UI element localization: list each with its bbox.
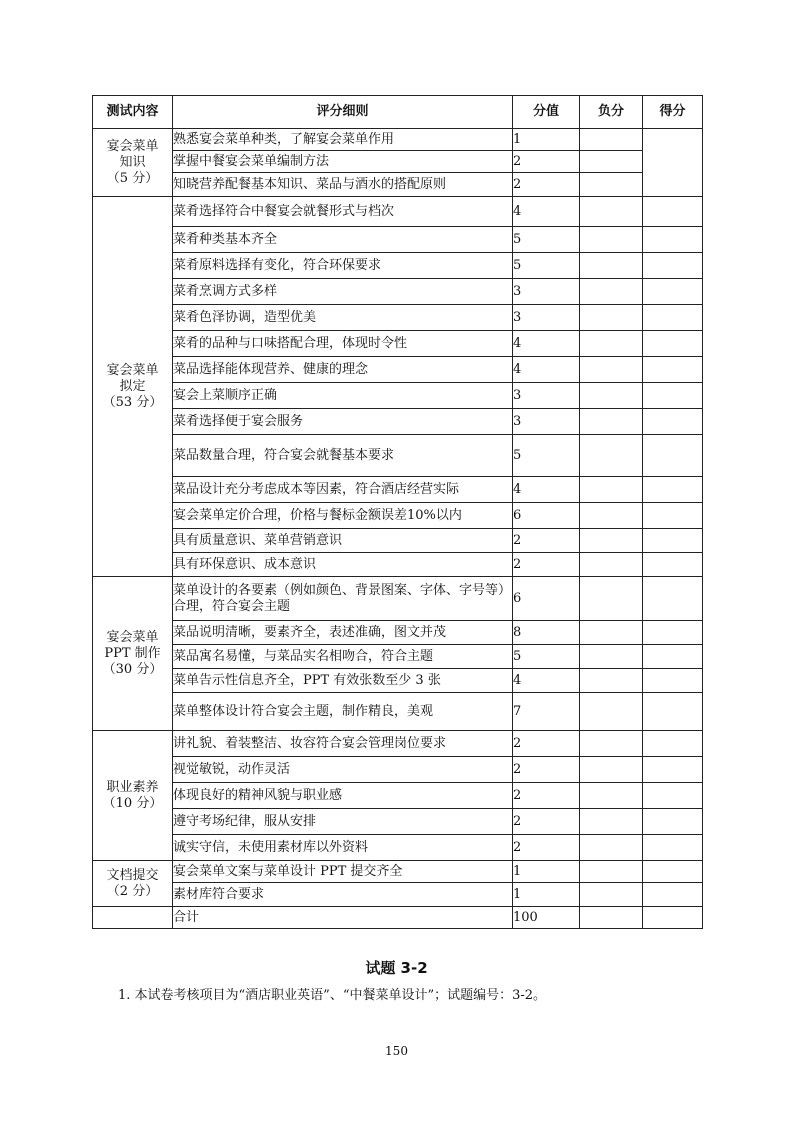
earned-cell bbox=[643, 731, 703, 757]
deduction-cell bbox=[580, 253, 643, 279]
criterion-cell: 菜肴选择符合中餐宴会就餐形式与档次 bbox=[173, 197, 513, 227]
deduction-cell bbox=[580, 227, 643, 253]
criterion-cell: 菜单整体设计符合宴会主题，制作精良，美观 bbox=[173, 693, 513, 731]
score-cell: 5 bbox=[513, 227, 580, 253]
header-earned: 得分 bbox=[643, 96, 703, 129]
table-row bbox=[93, 477, 703, 503]
category-line: 拟定 bbox=[119, 378, 146, 394]
category-line: （53 分） bbox=[102, 394, 163, 410]
score-cell: 2 bbox=[513, 553, 580, 577]
table-row bbox=[93, 731, 703, 757]
category-cell bbox=[93, 197, 173, 577]
earned-cell bbox=[643, 409, 703, 435]
deduction-cell bbox=[580, 577, 643, 621]
earned-cell bbox=[643, 383, 703, 409]
score-cell: 2 bbox=[513, 783, 580, 809]
score-cell: 2 bbox=[513, 151, 580, 173]
earned-cell bbox=[643, 883, 703, 907]
score-cell: 4 bbox=[513, 669, 580, 693]
total-blank-cell bbox=[93, 907, 173, 929]
table-row bbox=[93, 577, 703, 621]
total-deduction-cell bbox=[580, 907, 643, 929]
score-cell: 7 bbox=[513, 693, 580, 731]
criterion-cell: 菜品设计充分考虑成本等因素，符合酒店经营实际 bbox=[173, 477, 513, 503]
score-cell: 1 bbox=[513, 861, 580, 883]
earned-cell bbox=[643, 693, 703, 731]
earned-cell bbox=[643, 435, 703, 477]
earned-cell bbox=[643, 357, 703, 383]
section-title: 试题 3-2 bbox=[365, 959, 428, 977]
header-score: 分值 bbox=[513, 96, 580, 129]
criterion-cell: 具有环保意识、成本意识 bbox=[173, 553, 513, 577]
header-deduction: 负分 bbox=[580, 96, 643, 129]
score-cell: 3 bbox=[513, 409, 580, 435]
deduction-cell bbox=[580, 835, 643, 861]
score-cell: 4 bbox=[513, 331, 580, 357]
category-line: 宴会菜单 bbox=[106, 362, 159, 378]
criterion-cell: 素材库符合要求 bbox=[173, 883, 513, 907]
criterion-cell: 诚实守信，未使用素材库以外资料 bbox=[173, 835, 513, 861]
criterion-cell: 菜肴种类基本齐全 bbox=[173, 227, 513, 253]
deduction-cell bbox=[580, 645, 643, 669]
table-row bbox=[93, 883, 703, 907]
earned-cell bbox=[643, 669, 703, 693]
table-row bbox=[93, 503, 703, 529]
criterion-cell: 遵守考场纪律，服从安排 bbox=[173, 809, 513, 835]
score-cell: 2 bbox=[513, 809, 580, 835]
scoring-table bbox=[92, 95, 703, 929]
earned-cell bbox=[643, 331, 703, 357]
intro-paragraph: 1. 本试卷考核项目为“酒店职业英语”、“中餐菜单设计”；试题编号：3-2。 bbox=[118, 988, 547, 1003]
table-row bbox=[93, 227, 703, 253]
table-row bbox=[93, 279, 703, 305]
deduction-cell bbox=[580, 861, 643, 883]
deduction-cell bbox=[580, 883, 643, 907]
score-cell: 6 bbox=[513, 503, 580, 529]
table-row bbox=[93, 835, 703, 861]
criterion-cell: 菜单设计的各要素（例如颜色、背景图案、字体、字号等）合理，符合宴会主题 bbox=[173, 577, 513, 621]
earned-cell bbox=[643, 305, 703, 331]
score-cell: 6 bbox=[513, 577, 580, 621]
earned-cell bbox=[643, 197, 703, 227]
criterion-cell: 菜肴色泽协调，造型优美 bbox=[173, 305, 513, 331]
deduction-cell bbox=[580, 331, 643, 357]
deduction-cell bbox=[580, 783, 643, 809]
score-cell: 2 bbox=[513, 173, 580, 197]
category-cell bbox=[93, 861, 173, 907]
table-row bbox=[93, 305, 703, 331]
earned-cell bbox=[643, 529, 703, 553]
criterion-cell: 菜品选择能体现营养、健康的理念 bbox=[173, 357, 513, 383]
criterion-cell: 知晓营养配餐基本知识、菜品与酒水的搭配原则 bbox=[173, 173, 513, 197]
earned-cell bbox=[643, 783, 703, 809]
table-body bbox=[93, 129, 703, 929]
earned-cell bbox=[643, 621, 703, 645]
table-row bbox=[93, 129, 703, 151]
deduction-cell bbox=[580, 383, 643, 409]
table-row bbox=[93, 197, 703, 227]
criterion-cell: 体现良好的精神风貌与职业感 bbox=[173, 783, 513, 809]
criterion-cell: 菜肴选择便于宴会服务 bbox=[173, 409, 513, 435]
table-row bbox=[93, 783, 703, 809]
table-row bbox=[93, 809, 703, 835]
deduction-cell bbox=[580, 757, 643, 783]
deduction-cell bbox=[580, 173, 643, 197]
criterion-cell: 菜品数量合理，符合宴会就餐基本要求 bbox=[173, 435, 513, 477]
category-cell bbox=[93, 129, 173, 197]
earned-cell bbox=[643, 577, 703, 621]
criterion-cell: 菜肴烹调方式多样 bbox=[173, 279, 513, 305]
category-line: 职业素养 bbox=[106, 779, 159, 795]
page-number: 150 bbox=[385, 1044, 408, 1058]
earned-cell bbox=[643, 503, 703, 529]
table-row bbox=[93, 645, 703, 669]
total-score: 100 bbox=[513, 907, 580, 929]
table-row bbox=[93, 529, 703, 553]
earned-cell bbox=[643, 477, 703, 503]
table-row bbox=[93, 435, 703, 477]
deduction-cell bbox=[580, 435, 643, 477]
table-row bbox=[93, 253, 703, 279]
table-row bbox=[93, 553, 703, 577]
earned-cell bbox=[643, 253, 703, 279]
criterion-cell: 宴会上菜顺序正确 bbox=[173, 383, 513, 409]
score-cell: 5 bbox=[513, 253, 580, 279]
earned-cell bbox=[643, 227, 703, 253]
category-cell bbox=[93, 731, 173, 861]
criterion-cell: 具有质量意识、菜单营销意识 bbox=[173, 529, 513, 553]
table-header-row bbox=[93, 96, 703, 129]
deduction-cell bbox=[580, 731, 643, 757]
category-line: PPT 制作 bbox=[104, 645, 161, 661]
deduction-cell bbox=[580, 477, 643, 503]
score-cell: 2 bbox=[513, 757, 580, 783]
table-row bbox=[93, 861, 703, 883]
table-row bbox=[93, 151, 703, 173]
score-cell: 8 bbox=[513, 621, 580, 645]
deduction-cell bbox=[580, 357, 643, 383]
earned-cell bbox=[643, 809, 703, 835]
score-cell: 1 bbox=[513, 883, 580, 907]
category-line: （2 分） bbox=[106, 883, 159, 899]
score-cell: 5 bbox=[513, 435, 580, 477]
table-row bbox=[93, 669, 703, 693]
score-cell: 3 bbox=[513, 305, 580, 331]
deduction-cell bbox=[580, 529, 643, 553]
header-test-content: 测试内容 bbox=[93, 96, 173, 129]
deduction-cell bbox=[580, 669, 643, 693]
criterion-cell: 视觉敏锐，动作灵活 bbox=[173, 757, 513, 783]
score-cell: 4 bbox=[513, 197, 580, 227]
table-row bbox=[93, 409, 703, 435]
criterion-cell: 菜品说明清晰，要素齐全，表述准确，图文并茂 bbox=[173, 621, 513, 645]
criterion-cell: 讲礼貌、着装整洁、妆容符合宴会管理岗位要求 bbox=[173, 731, 513, 757]
table-row bbox=[93, 757, 703, 783]
table-row bbox=[93, 357, 703, 383]
category-cell bbox=[93, 577, 173, 731]
total-earned-cell bbox=[643, 907, 703, 929]
earned-cell bbox=[643, 757, 703, 783]
table-row bbox=[93, 693, 703, 731]
deduction-cell bbox=[580, 621, 643, 645]
score-cell: 3 bbox=[513, 383, 580, 409]
score-cell: 4 bbox=[513, 477, 580, 503]
earned-cell bbox=[643, 645, 703, 669]
total-row bbox=[93, 907, 703, 929]
deduction-cell bbox=[580, 151, 643, 173]
deduction-cell bbox=[580, 809, 643, 835]
category-line: 宴会菜单 bbox=[106, 138, 159, 154]
earned-cell bbox=[643, 279, 703, 305]
table-row bbox=[93, 173, 703, 197]
earned-cell bbox=[643, 553, 703, 577]
criterion-cell: 菜肴的品种与口味搭配合理，体现时令性 bbox=[173, 331, 513, 357]
criterion-cell: 菜肴原料选择有变化，符合环保要求 bbox=[173, 253, 513, 279]
category-line: 知识 bbox=[119, 154, 146, 170]
header-criteria: 评分细则 bbox=[173, 96, 513, 129]
category-line: （5 分） bbox=[106, 170, 159, 186]
score-cell: 2 bbox=[513, 835, 580, 861]
score-cell: 4 bbox=[513, 357, 580, 383]
criterion-cell: 菜单告示性信息齐全，PPT 有效张数至少 3 张 bbox=[173, 669, 513, 693]
table-row bbox=[93, 621, 703, 645]
deduction-cell bbox=[580, 693, 643, 731]
table-row bbox=[93, 383, 703, 409]
deduction-cell bbox=[580, 129, 643, 151]
criterion-cell: 菜品寓名易懂，与菜品实名相吻合，符合主题 bbox=[173, 645, 513, 669]
earned-cell bbox=[643, 129, 703, 197]
total-label: 合计 bbox=[173, 907, 513, 929]
deduction-cell bbox=[580, 553, 643, 577]
deduction-cell bbox=[580, 279, 643, 305]
category-line: （10 分） bbox=[102, 795, 163, 811]
category-line: 宴会菜单 bbox=[106, 629, 159, 645]
table-row bbox=[93, 331, 703, 357]
category-line: 文档提交 bbox=[106, 867, 159, 883]
deduction-cell bbox=[580, 409, 643, 435]
criterion-cell: 宴会菜单文案与菜单设计 PPT 提交齐全 bbox=[173, 861, 513, 883]
score-cell: 3 bbox=[513, 279, 580, 305]
deduction-cell bbox=[580, 503, 643, 529]
deduction-cell bbox=[580, 305, 643, 331]
category-line: （30 分） bbox=[102, 661, 163, 677]
criterion-cell: 熟悉宴会菜单种类，了解宴会菜单作用 bbox=[173, 129, 513, 151]
criterion-cell: 宴会菜单定价合理，价格与餐标金额误差10%以内 bbox=[173, 503, 513, 529]
score-cell: 5 bbox=[513, 645, 580, 669]
score-cell: 2 bbox=[513, 731, 580, 757]
criterion-cell: 掌握中餐宴会菜单编制方法 bbox=[173, 151, 513, 173]
score-cell: 1 bbox=[513, 129, 580, 151]
earned-cell bbox=[643, 861, 703, 883]
earned-cell bbox=[643, 835, 703, 861]
deduction-cell bbox=[580, 197, 643, 227]
score-cell: 2 bbox=[513, 529, 580, 553]
